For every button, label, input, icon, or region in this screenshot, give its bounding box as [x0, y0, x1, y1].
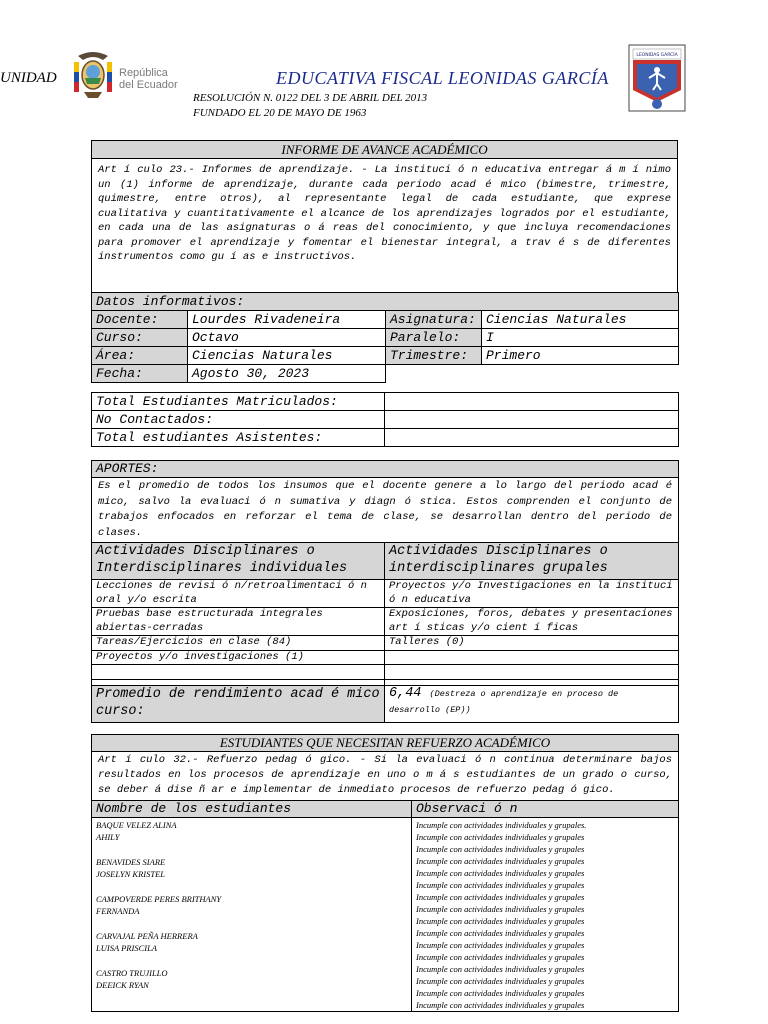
observation-item: Incumple con actividades individuales y grupales — [416, 928, 585, 938]
resolution-text: RESOLUCIÓN N. 0122 DEL 3 DE ABRIL DEL 2013 — [193, 92, 428, 104]
aportes-text: Es el promedio de todos los insumos que el docente genere a lo largo del periodo acad é mico, salvo la evaluaci ó n sumativa y diagn ó stica. Estos comprenden el conjunto de trabajos enfocados en reforzar el tema de clase, se desarrollan dentro del periodo de clases. — [92, 478, 679, 543]
svg-text:LEONIDAS GARCÍA: LEONIDAS GARCÍA — [636, 53, 678, 58]
school-logo-icon — [628, 44, 686, 112]
refuerzo-table — [91, 734, 679, 1012]
observations-list — [412, 818, 679, 1012]
no-contactados-label: No Contactados: — [92, 411, 385, 429]
curso-value: Octavo — [188, 329, 386, 347]
republica-text: República del Ecuador — [119, 67, 178, 91]
observation-item: Incumple con actividades individuales y grupales — [416, 1000, 585, 1010]
observation-item: Incumple con actividades individuales y grupales — [416, 844, 585, 854]
ecuador-coat-of-arms-icon — [70, 48, 116, 100]
activity-left-1: Lecciones de revisi ó n/retroalimentaci ó n oral y/o escrita — [92, 580, 385, 608]
docente-value: Lourdes Rivadeneira — [188, 311, 386, 329]
paralelo-label: Paralelo: — [386, 329, 482, 347]
info-blank — [386, 365, 679, 383]
col-observacion: Observaci ó n — [412, 801, 679, 818]
observation-item: Incumple con actividades individuales y grupales — [416, 988, 585, 998]
totals-table — [91, 392, 679, 447]
list-item: BENAVIDES SIARE JOSELYN KRISTEL — [96, 857, 166, 879]
activity-right-3: Talleres (0) — [385, 636, 679, 651]
observation-item: Incumple con actividades individuales y grupales — [416, 880, 585, 890]
observation-item: Incumple con actividades individuales y grupales — [416, 964, 585, 974]
refuerzo-title: ESTUDIANTES QUE NECESITAN REFUERZO ACADÉMICO — [92, 735, 679, 752]
promedio-label: Promedio de rendimiento acad é mico curso: — [92, 686, 385, 723]
observation-item: Incumple con actividades individuales y grupales — [416, 940, 585, 950]
col-grupales: Actividades Disciplinares o interdisciplinares grupales — [385, 543, 679, 580]
observation-item: Incumple con actividades individuales y grupales — [416, 916, 585, 926]
observation-item: Incumple con actividades individuales y grupales — [416, 976, 585, 986]
col-individuales: Actividades Disciplinares o Interdisciplinares individuales — [92, 543, 385, 580]
students-list — [92, 818, 412, 1012]
observation-item: Incumple con actividades individuales y grupales — [416, 856, 585, 866]
observation-item: Incumple con actividades individuales y grupales — [416, 952, 585, 962]
matriculados-label: Total Estudiantes Matriculados: — [92, 393, 385, 411]
observation-item: Incumple con actividades individuales y grupales — [416, 868, 585, 878]
report-title: INFORME DE AVANCE ACADÉMICO — [92, 141, 678, 159]
trimestre-value: Primero — [482, 347, 679, 365]
curso-label: Curso: — [92, 329, 188, 347]
empty-cell-left — [92, 665, 385, 680]
activity-right-1: Proyectos y/o Investigaciones en la instituci ó n educativa — [385, 580, 679, 608]
list-item: CARVAJAL PEÑA HERRERA LUISA PRISCILA — [96, 931, 198, 953]
activity-left-4: Proyectos y/o investigaciones (1) — [92, 650, 385, 665]
asignatura-label: Asignatura: — [386, 311, 482, 329]
empty-cell-right — [385, 665, 679, 680]
info-table — [91, 292, 679, 383]
activity-left-3: Tareas/Ejercicios en clase (84) — [92, 636, 385, 651]
refuerzo-article: Art í culo 32.- Refuerzo pedag ó gico. - Si la evaluaci ó n continua determinare bajos resultados en los procesos de aprendizaje en uno o m á s estudiantes de un grado o curso, se deber á dise ñ ar e implementar de inmediato procesos de refuerzo pedag ó gico. — [92, 752, 679, 801]
header-left-word: UNIDAD — [0, 70, 57, 86]
docente-label: Docente: — [92, 311, 188, 329]
list-item: BAQUE VELEZ ALINA AHILY — [96, 820, 177, 842]
list-item: CASTRO TRUJILLO DEEICK RYAN — [96, 968, 168, 990]
no-contactados-value — [385, 411, 679, 429]
asistentes-value — [385, 429, 679, 447]
observation-item: Incumple con actividades individuales y grupales — [416, 904, 585, 914]
trimestre-label: Trimestre: — [386, 347, 482, 365]
info-title: Datos informativos: — [92, 293, 679, 311]
fecha-label: Fecha: — [92, 365, 188, 383]
activity-left-2: Pruebas base estructurada integrales abiertas-cerradas — [92, 608, 385, 636]
area-value: Ciencias Naturales — [188, 347, 386, 365]
asistentes-label: Total estudiantes Asistentes: — [92, 429, 385, 447]
matriculados-value — [385, 393, 679, 411]
observation-item: Incumple con actividades individuales y grupales — [416, 892, 585, 902]
activity-right-2: Exposiciones, foros, debates y presentaciones art í sticas y/o cient í ficas — [385, 608, 679, 636]
report-table — [91, 140, 678, 294]
promedio-value: 6,44 — [389, 686, 422, 701]
aportes-title: APORTES: — [92, 461, 679, 478]
report-article: Art í culo 23.- Informes de aprendizaje. - La instituci ó n educativa entregar á m í nimo un (1) informe de aprendizaje, durante cada periodo acad é mico (bimestre, trimestre, quimestre, entre otros), al representante legal de cada estudiante, que exprese cualitativa y cuantitativamente el alcance de los aprendizajes logrados por el estudiante, en cada una de las asignaturas o á reas del conocimiento, y que incluya recomendaciones para promover el aprendizaje y fomentar el bienestar integral, a trav é s de diferentes instrumentos como gu í as e instructivos. — [92, 159, 678, 294]
aportes-table — [91, 460, 679, 723]
asignatura-value: Ciencias Naturales — [482, 311, 679, 329]
promedio-note: (Destreza o aprendizaje en proceso de desarrollo (EP)) — [389, 689, 619, 715]
school-title: EDUCATIVA FISCAL LEONIDAS GARCÍA — [276, 68, 609, 88]
observation-item: Incumple con actividades individuales y grupales — [416, 832, 585, 842]
activity-right-4 — [385, 650, 679, 665]
founded-text: FUNDADO EL 20 DE MAYO DE 1963 — [193, 107, 367, 119]
fecha-value: Agosto 30, 2023 — [188, 365, 386, 383]
col-nombres: Nombre de los estudiantes — [92, 801, 412, 818]
resolution-block — [193, 91, 427, 121]
area-label: Área: — [92, 347, 188, 365]
promedio-cell — [385, 686, 679, 723]
observation-item: Incumple con actividades individuales y grupales. — [416, 820, 587, 830]
list-item: CAMPOVERDE PERES BRITHANY FERNANDA — [96, 894, 222, 916]
paralelo-value: I — [482, 329, 679, 347]
